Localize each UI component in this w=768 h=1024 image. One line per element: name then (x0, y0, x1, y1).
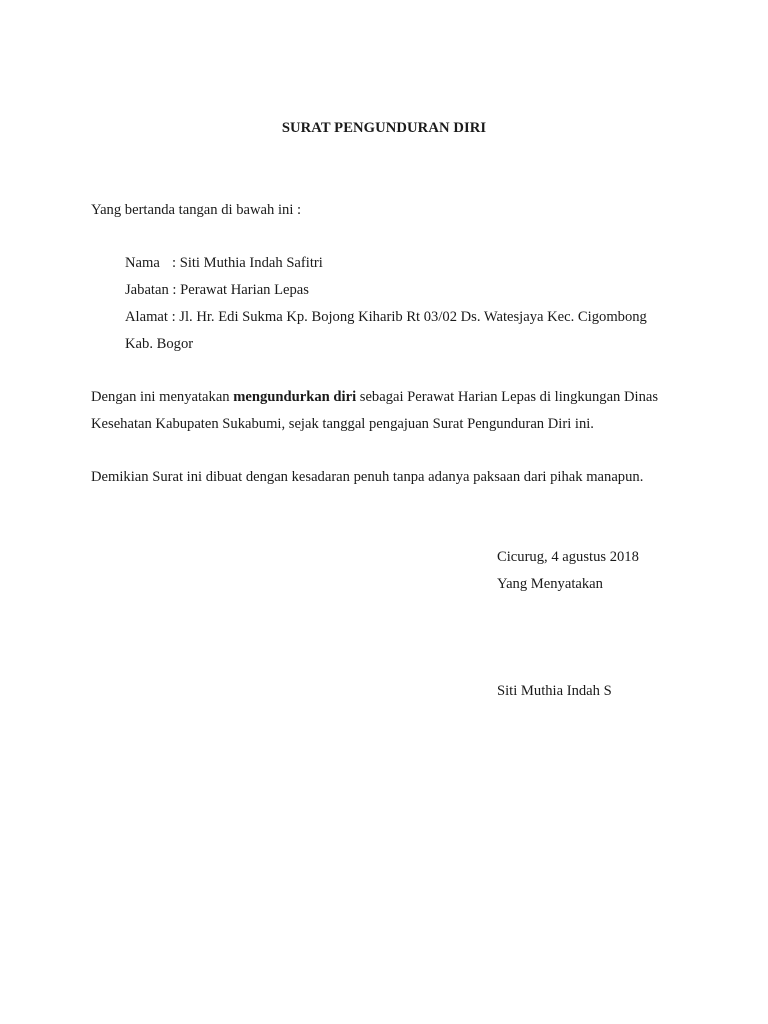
closing-text: Demikian Surat ini dibuat dengan kesadaran penuh tanpa adanya paksaan dari pihak manapun. (91, 469, 644, 485)
field-alamat: Alamat : Jl. Hr. Edi Sukma Kp. Bojong Kiharib Rt 03/02 Ds. Watesjaya Kec. Cigombong (125, 309, 647, 325)
signature-role: Yang Menyatakan (497, 576, 603, 592)
field-jabatan: Jabatan : Perawat Harian Lepas (125, 282, 309, 298)
statement-emphasis: mengundurkan diri (233, 389, 357, 405)
statement-suffix: sebagai Perawat Harian Lepas di lingkungan Dinas (356, 389, 659, 405)
statement-prefix: Dengan ini menyatakan (91, 389, 234, 405)
signature-place-date: Cicurug, 4 agustus 2018 (497, 549, 639, 565)
field-nama-value: : Siti Muthia Indah Safitri (172, 255, 323, 271)
field-nama (125, 253, 323, 273)
statement-line-1 (91, 387, 658, 407)
letter-title: SURAT PENGUNDURAN DIRI (281, 120, 487, 136)
intro-text: Yang bertanda tangan di bawah ini : (91, 202, 302, 218)
field-alamat-continued: Kab. Bogor (125, 336, 194, 352)
field-nama-label: Nama (125, 255, 160, 271)
signature-name: Siti Muthia Indah S (497, 683, 612, 699)
statement-line-2: Kesehatan Kabupaten Sukabumi, sejak tanggal pengajuan Surat Pengunduran Diri ini. (91, 416, 594, 432)
